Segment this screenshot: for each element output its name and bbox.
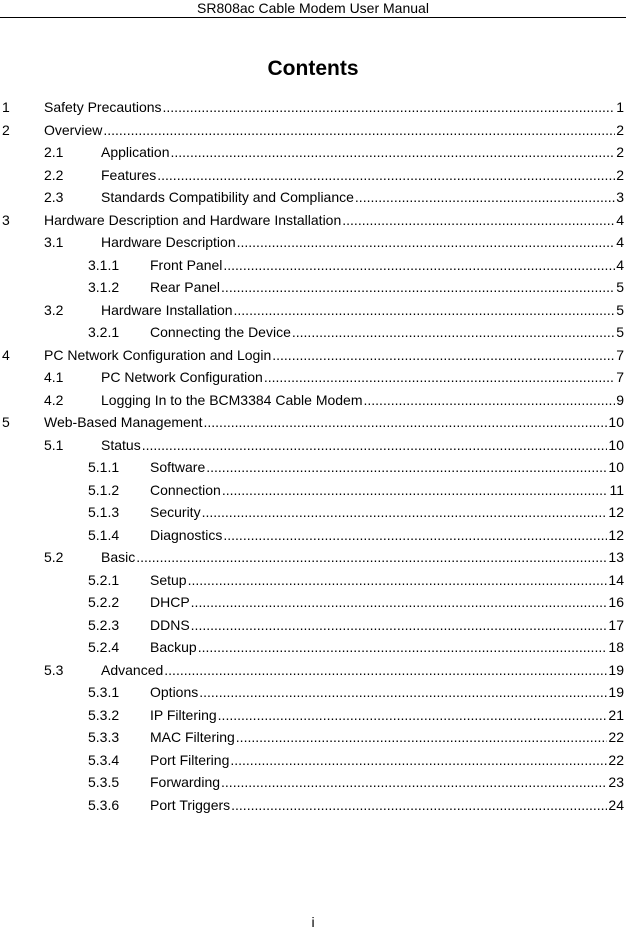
toc-label: Hardware Description and Hardware Installation xyxy=(44,211,342,228)
toc-page: 5 xyxy=(616,324,624,341)
toc-leader xyxy=(198,639,608,655)
toc-page: 10 xyxy=(608,459,624,476)
toc-page: 2 xyxy=(616,121,624,138)
toc-entry[interactable] xyxy=(0,704,626,727)
toc-label: Hardware Installation xyxy=(101,301,233,318)
toc-label: Port Filtering xyxy=(150,751,230,768)
toc-number: 5.2.3 xyxy=(88,616,120,633)
toc-leader xyxy=(264,369,615,385)
toc-page: 4 xyxy=(616,211,624,228)
toc-page: 24 xyxy=(608,796,624,813)
toc-entry[interactable] xyxy=(0,479,626,502)
toc-leader xyxy=(222,482,609,498)
toc-label: Hardware Description xyxy=(101,234,236,251)
toc-entry[interactable] xyxy=(0,389,626,412)
toc-label: Advanced xyxy=(101,661,164,678)
toc-label: Rear Panel xyxy=(150,279,221,296)
toc-leader xyxy=(355,189,615,205)
toc-number: 5.3.2 xyxy=(88,706,120,723)
toc-leader xyxy=(157,167,615,183)
toc-leader xyxy=(191,594,608,610)
toc-entry[interactable] xyxy=(0,186,626,209)
toc-page: 16 xyxy=(608,594,624,611)
table-of-contents xyxy=(0,96,626,816)
toc-entry[interactable] xyxy=(0,299,626,322)
toc-entry[interactable] xyxy=(0,524,626,547)
toc-label: IP Filtering xyxy=(150,706,217,723)
toc-page: 19 xyxy=(608,684,624,701)
toc-leader xyxy=(188,572,608,588)
toc-page: 5 xyxy=(616,301,624,318)
toc-number: 5.1.1 xyxy=(88,459,120,476)
toc-leader xyxy=(164,662,607,678)
toc-entry[interactable] xyxy=(0,659,626,682)
toc-page: 10 xyxy=(608,436,624,453)
footer-page-number: i xyxy=(311,914,315,930)
toc-entry[interactable] xyxy=(0,771,626,794)
toc-leader xyxy=(342,212,615,228)
toc-number: 5.3.4 xyxy=(88,751,120,768)
toc-number: 4.2 xyxy=(44,391,64,408)
toc-page: 18 xyxy=(608,639,624,656)
toc-number: 4.1 xyxy=(44,369,64,386)
toc-number: 3 xyxy=(2,211,10,228)
toc-page: 9 xyxy=(616,391,624,408)
toc-entry[interactable] xyxy=(0,569,626,592)
toc-entry[interactable] xyxy=(0,321,626,344)
page-footer xyxy=(0,914,626,930)
toc-entry[interactable] xyxy=(0,501,626,524)
toc-number: 3.2 xyxy=(44,301,64,318)
toc-leader xyxy=(236,729,608,745)
toc-page: 19 xyxy=(608,661,624,678)
toc-leader xyxy=(136,549,607,565)
toc-leader xyxy=(221,774,607,790)
toc-page: 22 xyxy=(608,729,624,746)
toc-page: 2 xyxy=(616,166,624,183)
toc-leader xyxy=(163,99,616,115)
toc-entry[interactable] xyxy=(0,254,626,277)
toc-entry[interactable] xyxy=(0,434,626,457)
toc-entry[interactable] xyxy=(0,344,626,367)
toc-leader xyxy=(202,504,608,520)
toc-number: 5.1.2 xyxy=(88,481,120,498)
toc-leader xyxy=(103,122,615,138)
toc-entry[interactable] xyxy=(0,366,626,389)
toc-leader xyxy=(364,392,616,408)
toc-leader xyxy=(142,437,608,453)
toc-number: 5.2.4 xyxy=(88,639,120,656)
toc-leader xyxy=(204,414,608,430)
toc-entry[interactable] xyxy=(0,726,626,749)
toc-label: Port Triggers xyxy=(150,796,231,813)
toc-page: 23 xyxy=(608,774,624,791)
toc-leader xyxy=(223,257,615,273)
toc-page: 4 xyxy=(616,234,624,251)
toc-label: Status xyxy=(101,436,141,453)
toc-number: 1 xyxy=(2,99,10,116)
toc-number: 3.1.1 xyxy=(88,256,120,273)
toc-page: 14 xyxy=(608,571,624,588)
toc-number: 5.2.2 xyxy=(88,594,120,611)
toc-leader xyxy=(292,324,615,340)
toc-number: 5.3.1 xyxy=(88,684,120,701)
toc-number: 2.1 xyxy=(44,144,64,161)
toc-entry[interactable] xyxy=(0,794,626,817)
toc-page: 7 xyxy=(616,369,624,386)
toc-leader xyxy=(223,527,607,543)
toc-label: Logging In to the BCM3384 Cable Modem xyxy=(101,391,363,408)
toc-number: 3.2.1 xyxy=(88,324,120,341)
toc-number: 5.3.5 xyxy=(88,774,120,791)
manual-title: SR808ac Cable Modem User Manual xyxy=(197,0,429,16)
toc-page: 10 xyxy=(608,414,624,431)
toc-page: 7 xyxy=(616,346,624,363)
contents-heading: Contents xyxy=(267,57,359,80)
toc-number: 2 xyxy=(2,121,10,138)
toc-label: Standards Compatibility and Compliance xyxy=(101,189,354,206)
toc-page: 21 xyxy=(608,706,624,723)
toc-leader xyxy=(221,279,615,295)
toc-number: 5 xyxy=(2,414,10,431)
toc-page: 22 xyxy=(608,751,624,768)
toc-page: 5 xyxy=(616,279,624,296)
toc-entry[interactable] xyxy=(0,231,626,254)
toc-label: Application xyxy=(101,144,170,161)
toc-page: 2 xyxy=(616,144,624,161)
toc-entry[interactable] xyxy=(0,209,626,232)
toc-entry[interactable] xyxy=(0,546,626,569)
toc-entry[interactable] xyxy=(0,411,626,434)
toc-entry[interactable] xyxy=(0,681,626,704)
toc-label: Security xyxy=(150,504,201,521)
toc-label: Web-Based Management xyxy=(44,414,203,431)
toc-number: 5.3 xyxy=(44,661,64,678)
toc-leader xyxy=(230,752,607,768)
toc-page: 17 xyxy=(608,616,624,633)
toc-label: Features xyxy=(101,166,157,183)
toc-entry[interactable] xyxy=(0,591,626,614)
toc-label: Safety Precautions xyxy=(44,99,162,116)
toc-number: 5.1 xyxy=(44,436,64,453)
toc-entry[interactable] xyxy=(0,164,626,187)
toc-number: 3.1.2 xyxy=(88,279,120,296)
toc-leader xyxy=(171,144,616,160)
toc-label: Connection xyxy=(150,481,221,498)
toc-label: Forwarding xyxy=(150,774,221,791)
toc-label: PC Network Configuration xyxy=(101,369,263,386)
toc-leader xyxy=(272,347,615,363)
toc-label: Software xyxy=(150,459,206,476)
toc-entry[interactable] xyxy=(0,96,626,119)
toc-leader xyxy=(191,617,608,633)
toc-label: DDNS xyxy=(150,616,190,633)
toc-label: PC Network Configuration and Login xyxy=(44,346,272,363)
toc-leader xyxy=(231,797,607,813)
toc-number: 2.3 xyxy=(44,189,64,206)
toc-label: Connecting the Device xyxy=(150,324,291,341)
toc-label: MAC Filtering xyxy=(150,729,235,746)
toc-page: 1 xyxy=(616,99,624,116)
toc-label: Overview xyxy=(44,121,103,138)
toc-leader xyxy=(237,234,616,250)
toc-page: 4 xyxy=(616,256,624,273)
toc-page: 12 xyxy=(608,504,624,521)
toc-number: 5.2 xyxy=(44,549,64,566)
toc-leader xyxy=(234,302,616,318)
toc-label: DHCP xyxy=(150,594,190,611)
toc-entry[interactable] xyxy=(0,456,626,479)
toc-page: 12 xyxy=(608,526,624,543)
toc-leader xyxy=(206,459,607,475)
toc-number: 5.3.6 xyxy=(88,796,120,813)
toc-number: 5.2.1 xyxy=(88,571,120,588)
toc-label: Front Panel xyxy=(150,256,223,273)
toc-leader xyxy=(218,707,608,723)
toc-page: 11 xyxy=(609,481,624,498)
toc-number: 3.1 xyxy=(44,234,64,251)
toc-number: 5.1.3 xyxy=(88,504,120,521)
toc-entry[interactable] xyxy=(0,276,626,299)
toc-page: 13 xyxy=(608,549,624,566)
toc-entry[interactable] xyxy=(0,749,626,772)
toc-entry[interactable] xyxy=(0,141,626,164)
toc-label: Basic xyxy=(101,549,136,566)
toc-label: Backup xyxy=(150,639,197,656)
toc-entry[interactable] xyxy=(0,119,626,142)
toc-label: Setup xyxy=(150,571,187,588)
toc-label: Diagnostics xyxy=(150,526,223,543)
toc-number: 5.1.4 xyxy=(88,526,120,543)
toc-page: 3 xyxy=(616,189,624,206)
toc-entry[interactable] xyxy=(0,636,626,659)
toc-number: 2.2 xyxy=(44,166,64,183)
toc-label: Options xyxy=(150,684,199,701)
toc-entry[interactable] xyxy=(0,614,626,637)
toc-number: 5.3.3 xyxy=(88,729,120,746)
toc-leader xyxy=(199,684,607,700)
page-header xyxy=(0,0,626,18)
toc-number: 4 xyxy=(2,346,10,363)
